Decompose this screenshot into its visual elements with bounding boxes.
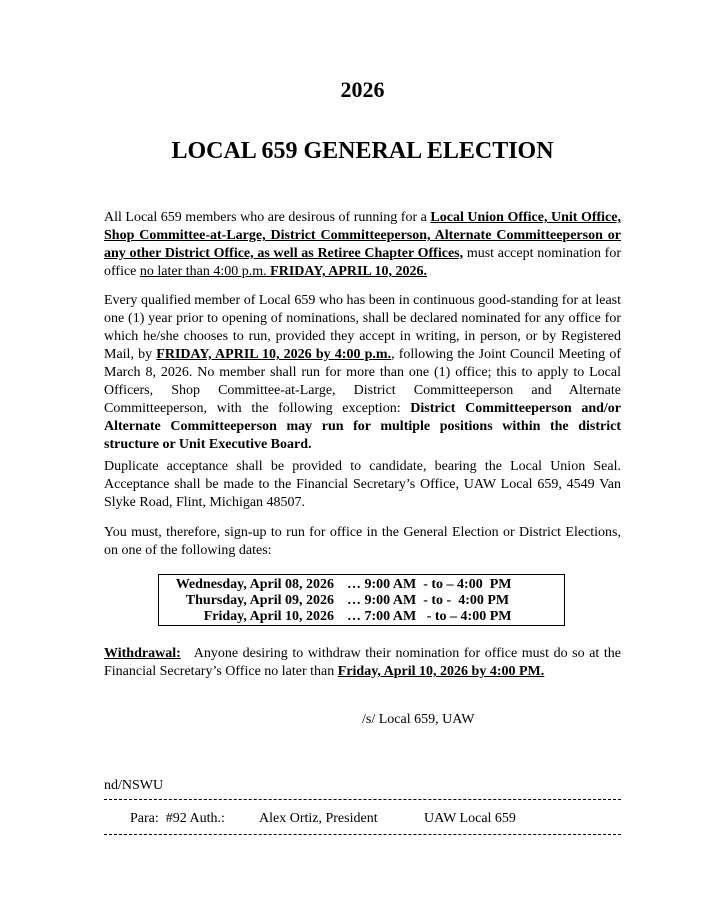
- signup-date-row: [159, 609, 564, 625]
- signup-time: … 9:00 AM - to – 4:00 PM: [347, 577, 512, 592]
- footer-authorized-by: Alex Ortiz, President: [259, 811, 378, 826]
- signup-paragraph: You must, therefore, sign-up to run for office in the General Election or District Elections, on one of the following dates:: [104, 525, 621, 558]
- signup-time: … 9:00 AM - to - 4:00 PM: [347, 593, 510, 608]
- intro-text: All Local 659 members who are desirous of running for a: [104, 210, 431, 225]
- signup-day: Thursday, April 09, 2026: [185, 593, 334, 608]
- footer-para-auth: Para: #92 Auth.:: [130, 811, 225, 826]
- signup-date-row: [159, 577, 564, 593]
- rules-text-1: Every qualified member of Local 659 who has been in continuous good-standing for at least one (1) year prior to opening of nominations, shall be declared nominated for any office for which he/she chooses to run, provided they accept in writing, in person, or by Registered Mail, by: [104, 293, 621, 362]
- rules-exception: District Committeeperson and/or Alternate Committeeperson may run for multiple positions within the district structure or Unit Executive Board.: [104, 401, 621, 452]
- deadline-plain: no later than 4:00 p.m.: [139, 264, 267, 279]
- signup-day: Wednesday, April 08, 2026: [175, 577, 334, 592]
- rules-deadline: FRIDAY, APRIL 10, 2026 by 4:00 p.m.: [156, 347, 392, 362]
- footer-divider-top: [104, 799, 621, 800]
- mid-text: must accept nomination for office: [104, 246, 622, 279]
- document-year: 2026: [340, 77, 385, 102]
- signup-dates-box: [158, 574, 565, 626]
- deadline-bold: FRIDAY, APRIL 10, 2026.: [270, 264, 428, 279]
- withdrawal-deadline: Friday, April 10, 2026 by 4:00 PM.: [337, 664, 545, 679]
- withdrawal-paragraph: [104, 645, 625, 681]
- nomination-rules-paragraph: [104, 292, 621, 454]
- offices-list: Local Union Office, Unit Office, Shop Committee-at-Large, District Committeeperson, Alternate Committeeperson or any other District Office, as well as Retiree Chapter Offices,: [104, 210, 621, 261]
- document-title: LOCAL 659 GENERAL ELECTION: [171, 138, 554, 164]
- signature: /s/ Local 659, UAW: [362, 712, 475, 727]
- footer-divider-bottom: [104, 834, 621, 835]
- signup-day: Friday, April 10, 2026: [203, 609, 334, 624]
- withdrawal-label: Withdrawal:: [104, 646, 181, 661]
- footer-organization: UAW Local 659: [424, 811, 516, 826]
- typist-initials: nd/NSWU: [104, 778, 164, 793]
- acceptance-paragraph: Duplicate acceptance shall be provided to candidate, bearing the Local Union Seal. Acceptance shall be made to the Financial Secretary’s Office, UAW Local 659, 4549 Van Slyke Road, Flint, Michigan 48507.: [104, 459, 621, 510]
- rules-text-2: , following the Joint Council Meeting of March 8, 2026. No member shall run for more than one (1) office; this to apply to Local Officers, Shop Committee-at-Large, District Committeeperson and Alternate Committeeperson, with the following exception:: [104, 347, 622, 416]
- withdrawal-text: Anyone desiring to withdraw their nomination for office must do so at the Financial Secretary’s Office no later than: [104, 646, 625, 679]
- signup-date-row: [159, 593, 564, 609]
- signup-time: … 7:00 AM - to – 4:00 PM: [347, 609, 512, 624]
- eligibility-paragraph: [104, 209, 621, 281]
